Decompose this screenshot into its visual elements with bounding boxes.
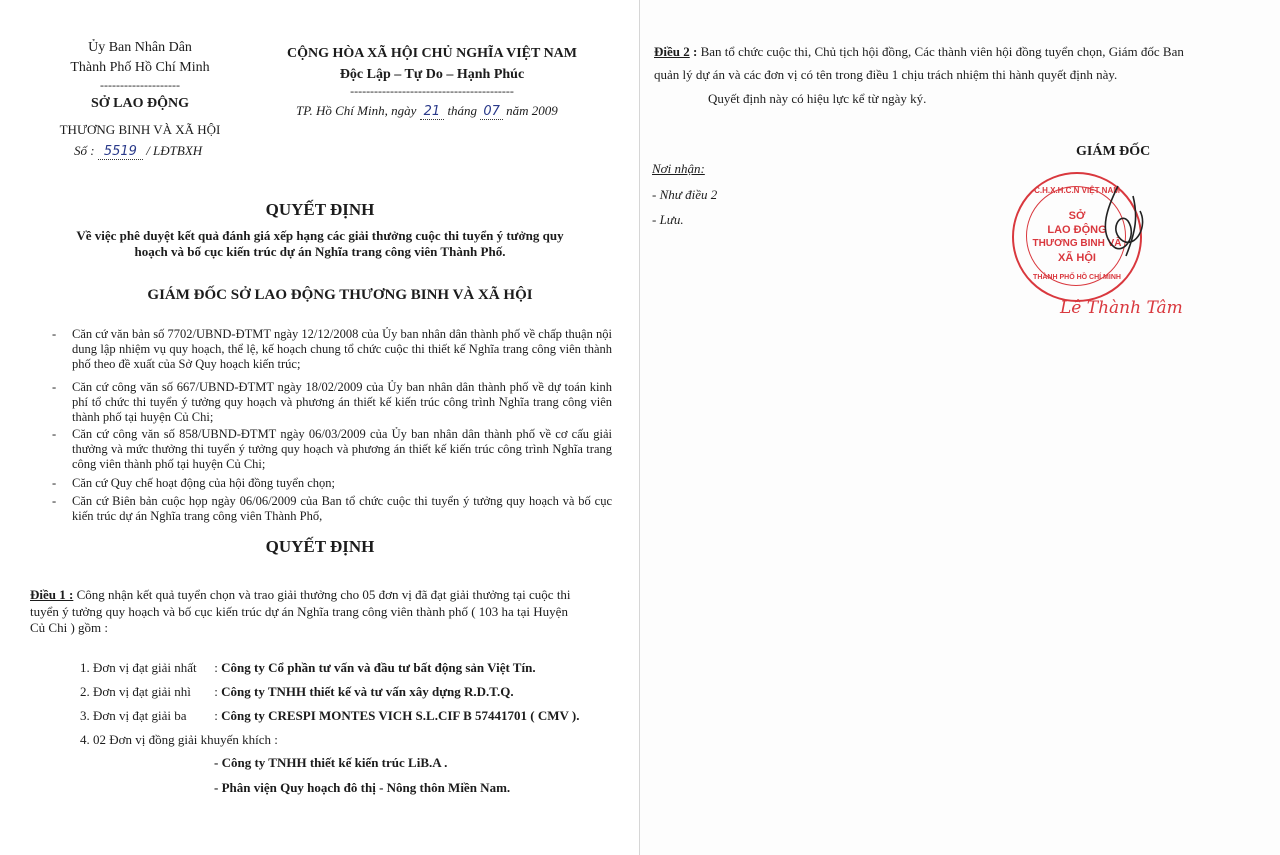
recipients-label: Nơi nhận: (652, 161, 705, 176)
decision-heading: QUYẾT ĐỊNH (265, 537, 375, 556)
date-month: 07 (480, 104, 503, 120)
nation-motto: Độc Lập – Tự Do – Hạnh Phúc (339, 67, 525, 82)
award-number: 4. (80, 732, 90, 747)
recipient-item: - Như điều 2 (652, 187, 718, 202)
date-month-word: tháng (447, 103, 478, 118)
stamp-top-text: C.H.X.H.C.N VIỆT NAM (1034, 186, 1120, 195)
page-right (640, 0, 1280, 855)
dept-name-line2: THƯƠNG BINH VÀ XÃ HỘI (59, 122, 221, 137)
dept-name-line1: SỞ LAO ĐỘNG (90, 96, 189, 111)
encouragement-item: - Phân viện Quy hoạch đô thị - Nông thôn Miền Nam. (214, 780, 511, 795)
stamp-line-2: LAO ĐỘNG (1047, 224, 1107, 236)
award-item (80, 732, 278, 748)
nation-title: CỘNG HÒA XÃ HỘI CHỦ NGHĨA VIỆT NAM (286, 46, 577, 61)
article-1-text-2: tuyển ý tưởng quy hoạch và bố cục kiến trúc dự án Nghĩa trang công viên thành phố ( 103 ha tại Huyện (30, 604, 568, 619)
legal-basis-item: Căn cứ Quy chế hoạt động của hội đồng tuyển chọn; (72, 476, 335, 490)
article-2-text-2: quản lý dự án và các đơn vị có tên trong điều 1 chịu trách nhiệm thi hành quyết định này. (654, 67, 1118, 82)
base-dash: - (52, 380, 57, 394)
award-winner: Công ty CRESPI MONTES VICH S.L.CIF B 57441701 ( CMV ). (221, 708, 580, 723)
article-1-label: Điều 1 : (30, 587, 74, 602)
stamp-bottom-text: THÀNH PHỐ HỒ CHÍ MINH (1033, 274, 1121, 281)
article-2-label: Điều 2 (654, 44, 690, 59)
decision-title: QUYẾT ĐỊNH (265, 200, 375, 219)
base-dash: - (52, 476, 57, 490)
article-1-line-1 (30, 587, 610, 603)
award-number: 1. (80, 660, 90, 675)
base-dash: - (52, 427, 57, 441)
subject-line-1: Về việc phê duyệt kết quả đánh giá xếp hạng các giải thưởng cuộc thi tuyển ý tưởng quy (76, 228, 564, 243)
signature-scribble (1078, 176, 1158, 266)
subject-line-2: hoạch và bố cục kiến trúc dự án Nghĩa trang công viên Thành Phố. (134, 244, 506, 259)
article-2-colon: : (693, 44, 698, 59)
award-number: 2. (80, 684, 90, 699)
award-item (80, 660, 536, 676)
award-label: Đơn vị đạt giải nhì (93, 684, 191, 699)
article-1-text-3: Củ Chi ) gồm : (30, 620, 109, 635)
doc-number-value: 5519 (98, 144, 143, 160)
effect-clause: Quyết định này có hiệu lực kể từ ngày ký. (708, 91, 927, 106)
legal-basis-item: Căn cứ Biên bản cuộc họp ngày 06/06/2009 của Ban tổ chức cuộc thi tuyển ý tưởng quy hoạch và bố cục kiến trúc dự án Nghĩa trang công viên Thành Phố, (72, 494, 612, 523)
date-prefix: TP. Hồ Chí Minh, ngày (296, 103, 417, 118)
award-label: Đơn vị đạt giải ba (93, 708, 187, 723)
stamp-line-1: SỞ (1068, 210, 1086, 222)
base-dash: - (52, 327, 57, 341)
org-name-line1: Ủy Ban Nhân Dân (88, 40, 192, 55)
org-divider: -------------------- (100, 78, 180, 92)
award-separator: : (214, 708, 218, 723)
award-label: Đơn vị đạt giải nhất (93, 660, 197, 675)
recipient-item: - Lưu. (652, 212, 684, 227)
article-2-text-1: Ban tổ chức cuộc thi, Chủ tịch hội đồng, Các thành viên hội đồng tuyển chọn, Giám đốc Ban (700, 44, 1184, 59)
stamp-line-4: XÃ HỘI (1058, 252, 1096, 264)
legal-basis-item: Căn cứ công văn số 667/UBND-ĐTMT ngày 18/02/2009 của Ủy ban nhân dân thành phố về dự toán kinh phí tổ chức thi tuyển ý tưởng quy hoạch và phương án thiết kế kiến trúc công trình Nghĩa trang công viên thành phố tại huyện Củ Chi; (72, 380, 612, 424)
stamp-line-3: THƯƠNG BINH VÀ (1032, 238, 1122, 249)
legal-basis-item: Căn cứ công văn số 858/UBND-ĐTMT ngày 06/03/2009 của Ủy ban nhân dân thành phố về cơ cấu giải thưởng và mức thưởng thi tuyển ý tưởng quy hoạch và phương án thiết kế kiến trúc công trình Nghĩa trang công viên thành phố tại huyện Củ Chi; (72, 427, 612, 471)
award-winner: Công ty TNHH thiết kế và tư vấn xây dựng R.D.T.Q. (221, 684, 514, 699)
award-number: 3. (80, 708, 90, 723)
award-separator: : (214, 660, 218, 675)
base-dash: - (52, 494, 57, 508)
article-1-text-1: Công nhận kết quả tuyển chọn và trao giải thưởng cho 05 đơn vị đã đạt giải thưởng tại cuộc thi (76, 587, 571, 602)
legal-basis-item: Căn cứ văn bản số 7702/UBND-ĐTMT ngày 12/12/2008 của Ủy ban nhân dân thành phố về chấp thuận nội dung lập nhiệm vụ quy hoạch, thể lệ, kế hoạch chung tổ chức cuộc thi thiết kế Nghĩa trang công viên thành phố theo đề xuất của Sở Quy hoạch kiến trúc; (72, 327, 612, 371)
issue-date (296, 103, 558, 119)
signer-name: Lê Thành Tâm (1060, 298, 1183, 318)
doc-number-prefix: Số : (74, 143, 95, 158)
signer-title: GIÁM ĐỐC (1076, 144, 1151, 159)
date-day: 21 (420, 104, 445, 120)
doc-number-suffix: / LĐTBXH (146, 143, 203, 158)
award-item (80, 708, 580, 724)
award-label: 02 Đơn vị đồng giải khuyến khích : (93, 732, 278, 747)
award-item (80, 684, 514, 700)
document-number (74, 143, 202, 159)
motto-divider: ----------------------------------------- (350, 84, 514, 98)
org-name-line2: Thành Phố Hồ Chí Minh (70, 60, 210, 75)
authority-title: GIÁM ĐỐC SỞ LAO ĐỘNG THƯƠNG BINH VÀ XÃ HỘI (147, 287, 533, 303)
article-2-line-1 (654, 44, 1184, 60)
date-suffix: năm 2009 (506, 103, 558, 118)
award-separator: : (214, 684, 218, 699)
award-winner: Công ty Cổ phần tư vấn và đầu tư bất động sản Việt Tín. (221, 660, 536, 675)
encouragement-item: - Công ty TNHH thiết kế kiến trúc LiB.A . (214, 755, 448, 770)
